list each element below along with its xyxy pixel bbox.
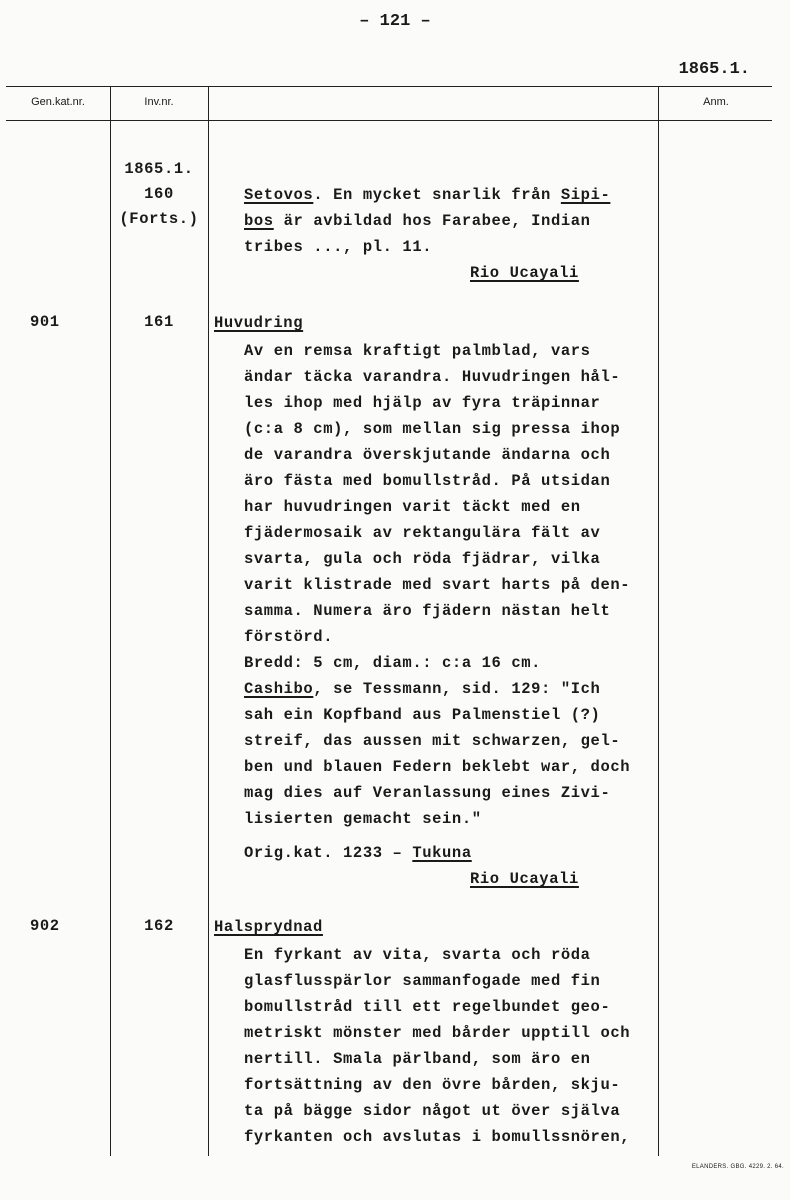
printer-mark: ELANDERS. GBG. 4229. 2. 64. [691,1164,784,1170]
entry-162-line-1: En fyrkant av vita, svarta och röda [244,946,591,964]
entry-161-quote-4: mag dies auf Veranlassung eines Zivi- [244,784,611,802]
gen-number-902: 902 [30,917,60,935]
header-anm: Anm. [703,96,729,108]
tukuna-term: Tukuna [412,844,472,862]
entry-161-line-5: de varandra överskjutande ändarna och [244,446,611,464]
setovos-term: Setovos [244,186,314,204]
entry-161-line-3: les ihop med hjälp av fyra träpinnar [244,394,601,412]
entry-161-dimensions: Bredd: 5 cm, diam.: c:a 16 cm. [244,654,542,672]
inv-number-162: 162 [144,917,174,935]
column-divider-1 [110,86,111,1156]
entry-161-line-2: ändar täcka varandra. Huvudringen hål- [244,368,621,386]
page-number: – 121 – [359,12,431,31]
entry-162-line-6: fortsättning av den övre bården, skju- [244,1076,621,1094]
orig-kat-prefix: Orig.kat. 1233 – [244,844,413,862]
entry-161-quote-3: ben und blauen Federn beklebt war, doch [244,758,631,776]
entry-160-place: Rio Ucayali [470,264,579,282]
entry-162-line-8: fyrkanten och avslutas i bomullssnören, [244,1128,631,1146]
entry-161-line-7: har huvudringen varit täckt med en [244,498,581,516]
header-inv-nr: Inv.nr. [144,96,174,108]
inv-number-160-line1: 1865.1. [124,160,194,178]
entry-162-line-4: metriskt mönster med bårder upptill och [244,1024,631,1042]
entry-161-line-11: samma. Numera äro fjädern nästan helt [244,602,611,620]
entry-161-line-10: varit klistrade med svart harts på den- [244,576,631,594]
entry-161-title: Huvudring [214,314,304,332]
entry-161-line-6: äro fästa med bomullstråd. På utsidan [244,472,611,490]
entry-161-line-9: svarta, gula och röda fjädrar, vilka [244,550,601,568]
entry-161-quote-5: lisierten gemacht sein." [244,810,482,828]
entry-161-line-8: fjädermosaik av rektangulära fält av [244,524,601,542]
entry-160-line-3: tribes ..., pl. 11. [244,238,433,256]
inv-number-160-line2: 160 [144,185,174,203]
entry-161-place: Rio Ucayali [470,870,579,888]
entry-161-orig-kat [244,840,472,866]
entry-161-cashibo-line [244,676,600,702]
column-divider-3 [658,86,659,1156]
entry-162-line-5: nertill. Smala pärlband, som äro en [244,1050,591,1068]
entry-161-quote-2: streif, das aussen mit schwarzen, gel- [244,732,621,750]
entry-161-line-1: Av en remsa kraftigt palmblad, vars [244,342,591,360]
year-reference: 1865.1. [678,60,750,79]
entry-160-line-1 [244,182,610,208]
entry-160-line-2 [244,208,591,234]
inv-number-160-line3: (Forts.) [119,210,199,228]
column-divider-2 [208,86,209,1156]
entry-160-text-a: . En mycket snarlik från [313,186,561,204]
entry-162-line-3: bomullstråd till ett regelbundet geo- [244,998,611,1016]
entry-162-title: Halsprydnad [214,918,323,936]
gen-number-901: 901 [30,313,60,331]
entry-161-line-12: förstörd. [244,628,334,646]
entry-161-line-4: (c:a 8 cm), som mellan sig pressa ihop [244,420,621,438]
inv-number-161: 161 [144,313,174,331]
entry-160-text-b: är avbildad hos Farabee, Indian [273,212,591,230]
sipibos-term-part1: Sipi- [560,186,611,204]
sipibos-term-part2: bos [244,212,274,230]
entry-162-line-2: glasflusspärlor sammanfogade med fin [244,972,601,990]
entry-162-line-7: ta på bägge sidor något ut över själva [244,1102,621,1120]
header-gen-kat-nr: Gen.kat.nr. [31,96,85,108]
cashibo-reference: , se Tessmann, sid. 129: "Ich [313,680,601,698]
cashibo-term: Cashibo [244,680,314,698]
entry-161-quote-1: sah ein Kopfband aus Palmenstiel (?) [244,706,601,724]
